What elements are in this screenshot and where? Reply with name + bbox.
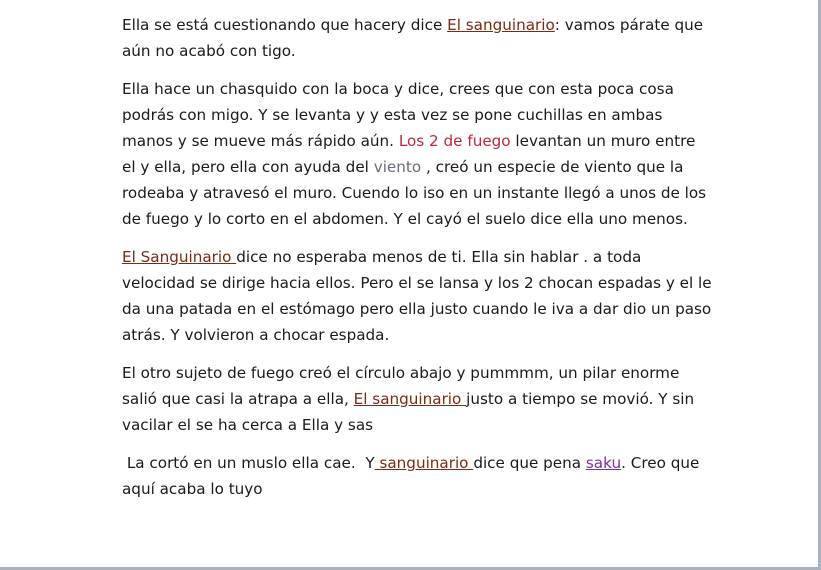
- paragraph-2: [122, 76, 712, 232]
- name-viento: viento: [373, 158, 422, 176]
- name-saku: saku: [585, 454, 622, 472]
- text-run: La cortó en un muslo ella cae. Y: [122, 454, 375, 472]
- name-el-sanguinario: El sanguinario: [447, 16, 555, 34]
- text-run: . Creo que aquí acaba lo tuyo: [122, 454, 700, 498]
- text-run: : vamos párate que aún no acabó con tigo.: [122, 16, 704, 60]
- text-run: dice que pena: [473, 454, 586, 472]
- name-sanguinario: sanguinario: [374, 454, 474, 472]
- name-los-2-de-fuego: Los 2 de fuego: [398, 132, 511, 150]
- paragraph-3: [122, 244, 712, 348]
- text-run: , creó un especie de viento que la rodeaba y atravesó el muro. Cuendo lo iso en un instante llegó a unos de los de fuego y lo corto en el abdomen. Y el cayó el suelo dice ella uno menos.: [122, 158, 707, 228]
- text-run: Ella se está cuestionando que hacery dice: [122, 16, 448, 34]
- paragraph-4: [122, 360, 712, 438]
- text-run: levantan un muro entre el y ella, pero ella con ayuda del: [122, 132, 696, 176]
- document-body: [122, 12, 712, 514]
- text-run: justo a tiempo se movió. Y sin vacilar el se ha cerca a Ella y sas: [122, 390, 695, 434]
- text-run: Ella hace un chasquido con la boca y dice, crees que con esta poca cosa podrás con migo. Y se levanta y y esta vez se pone cuchillas en ambas manos y se mueve más rápido aún.: [122, 80, 674, 150]
- name-el-sanguinario: El sanguinario: [353, 390, 467, 408]
- paragraph-1: [122, 12, 712, 64]
- name-el-sanguinario: El Sanguinario: [122, 248, 237, 266]
- paragraph-5: [122, 450, 712, 502]
- text-run: dice no esperaba menos de ti. Ella sin hablar . a toda velocidad se dirige hacia ellos. Pero el se lansa y los 2 chocan espadas y el le da una patada en el estómago pero ella justo cuando le iva a dar dio un paso atrás. Y volvieron a chocar espada.: [122, 248, 712, 344]
- text-run: El otro sujeto de fuego creó el círculo abajo y pummmm, un pilar enorme salió que casi la atrapa a ella,: [122, 364, 680, 408]
